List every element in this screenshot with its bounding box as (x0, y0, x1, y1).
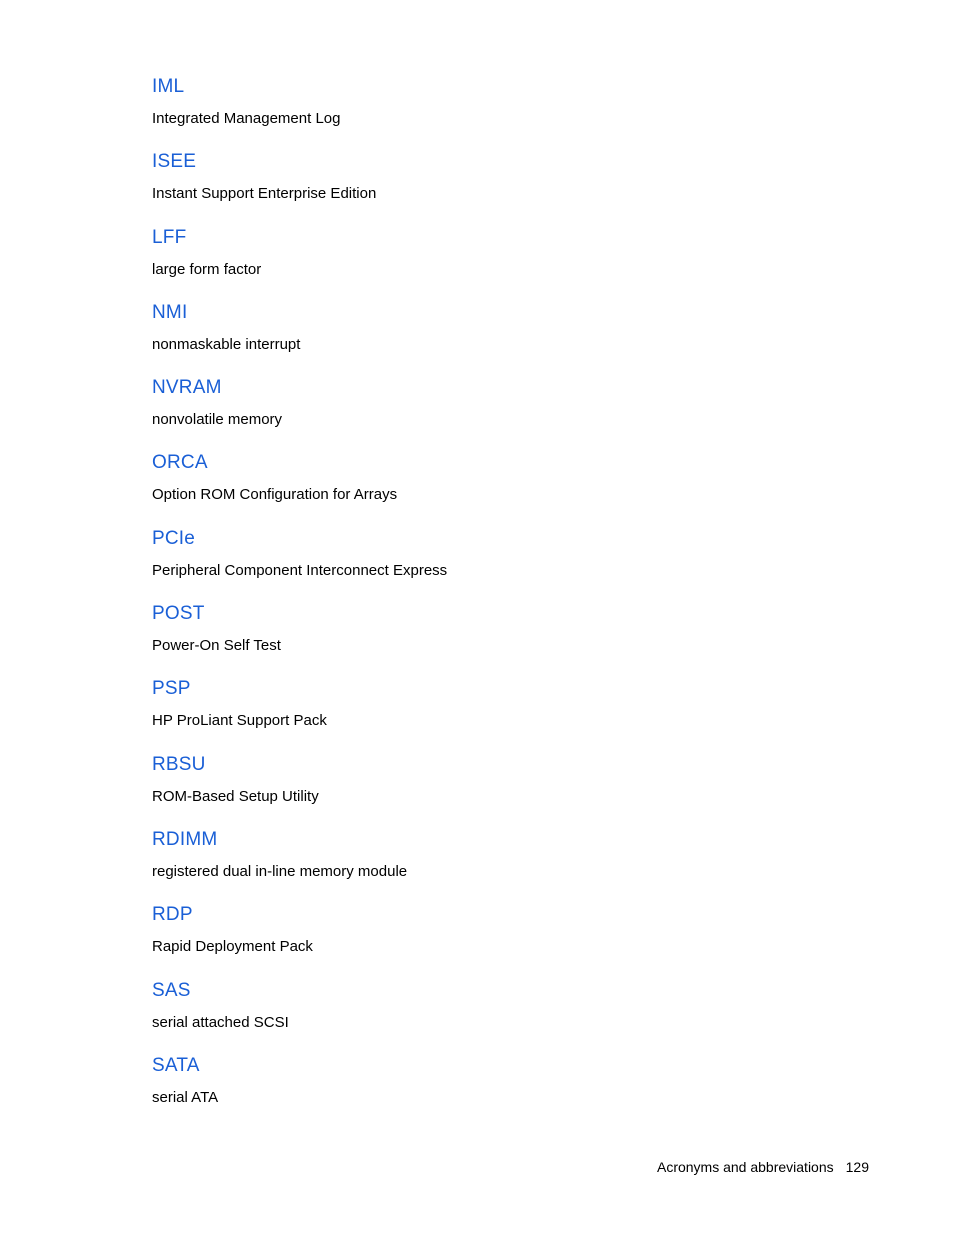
glossary-definition: registered dual in-line memory module (152, 862, 408, 880)
glossary-term: PSP (152, 678, 191, 700)
page-number: 129 (845, 1159, 869, 1175)
footer-section-title: Acronyms and abbreviations (656, 1159, 834, 1175)
glossary-definition: Integrated Management Log (152, 110, 341, 127)
glossary-entry (152, 752, 852, 827)
glossary-term: RBSU (152, 753, 206, 775)
glossary-entry (152, 375, 852, 450)
glossary-term: SAS (152, 979, 191, 1001)
glossary-definition: Instant Support Enterprise Edition (152, 185, 377, 203)
glossary-term: IML (152, 76, 185, 97)
glossary-entry (152, 827, 852, 902)
glossary-definition: large form factor (152, 260, 262, 278)
glossary-list (152, 74, 852, 1128)
glossary-entry (152, 450, 852, 525)
glossary-term: ORCA (152, 452, 208, 474)
glossary-term: NVRAM (152, 377, 222, 399)
glossary-term: SATA (152, 1054, 200, 1076)
page-footer (657, 1157, 869, 1177)
glossary-definition: serial ATA (152, 1088, 219, 1106)
glossary-term: ISEE (152, 151, 197, 173)
glossary-definition: nonmaskable interrupt (152, 335, 301, 353)
glossary-entry (152, 225, 852, 300)
glossary-definition: Option ROM Configuration for Arrays (152, 486, 398, 504)
glossary-definition: HP ProLiant Support Pack (152, 712, 327, 730)
glossary-definition: Power-On Self Test (152, 637, 281, 655)
glossary-entry (152, 902, 852, 977)
glossary-definition: nonvolatile memory (152, 411, 283, 429)
glossary-term: POST (152, 603, 205, 625)
glossary-entry (152, 300, 852, 375)
glossary-entry (152, 526, 852, 601)
glossary-definition: serial attached SCSI (152, 1013, 289, 1031)
glossary-term: RDP (152, 904, 193, 926)
glossary-entry (152, 1053, 852, 1128)
glossary-term: LFF (152, 226, 187, 248)
glossary-definition: ROM-Based Setup Utility (152, 787, 319, 805)
glossary-definition: Rapid Deployment Pack (152, 938, 313, 956)
glossary-definition: Peripheral Component Interconnect Express (152, 561, 448, 579)
glossary-entry (152, 601, 852, 676)
glossary-entry (152, 978, 852, 1053)
glossary-entry (152, 149, 852, 224)
glossary-entry (152, 74, 852, 149)
glossary-entry (152, 676, 852, 751)
glossary-term: PCIe (152, 527, 196, 549)
glossary-term: RDIMM (152, 828, 218, 850)
glossary-term: NMI (152, 301, 188, 323)
